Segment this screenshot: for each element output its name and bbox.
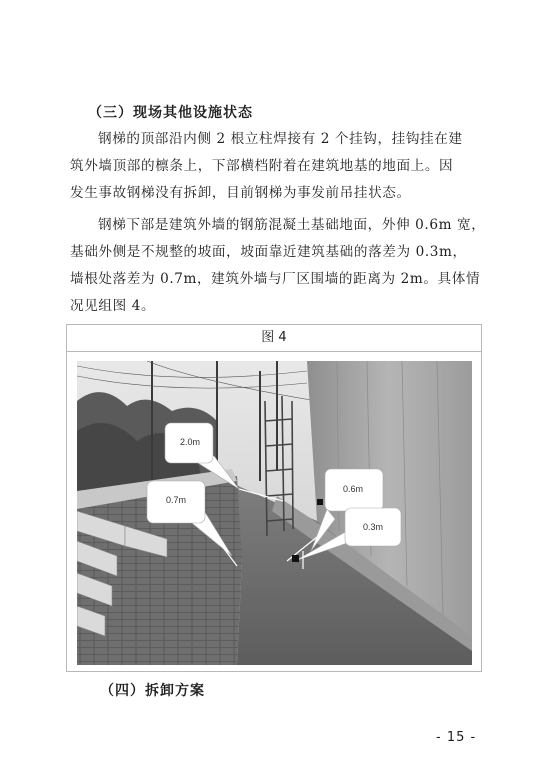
paragraph-line: 基础外侧是不规整的坡面，坡面靠近建筑基础的落差为 0.3m， [70, 244, 467, 260]
figure-title: 图 4 [67, 325, 481, 352]
paragraph-line: 钢梯下部是建筑外墙的钢筋混凝土基础地面，外伸 0.6m 宽， [98, 217, 486, 233]
callout-label: 0.3m [363, 522, 384, 532]
callout-label: 2.0m [180, 437, 201, 447]
section-heading-dismantling-plan: （四）拆卸方案 [100, 683, 205, 699]
paragraph-line: 筑外墙顶部的檩条上，下部横档附着在建筑地基的地面上。因 [70, 158, 454, 174]
paragraph-line: 发生事故钢梯没有拆卸，目前钢梯为事发前吊挂状态。 [70, 185, 411, 201]
paragraph-line: 况见组图 4。 [70, 298, 156, 314]
paragraph-ladder-hooks [70, 126, 490, 207]
callout-label: 0.7m [166, 495, 187, 505]
callout-label: 0.6m [343, 484, 364, 494]
site-photo [77, 361, 472, 665]
section-heading-other-facilities: （三）现场其他设施状态 [88, 105, 253, 121]
paragraph-foundation-ground [70, 212, 490, 320]
page-number: - 15 - [436, 730, 477, 745]
paragraph-line: 钢梯的顶部沿内侧 2 根立柱焊接有 2 个挂钩，挂钩挂在建 [98, 131, 463, 147]
paragraph-line: 墙根处落差为 0.7m，建筑外墙与厂区围墙的距离为 2m。具体情 [70, 271, 481, 287]
figure-4 [66, 324, 482, 672]
